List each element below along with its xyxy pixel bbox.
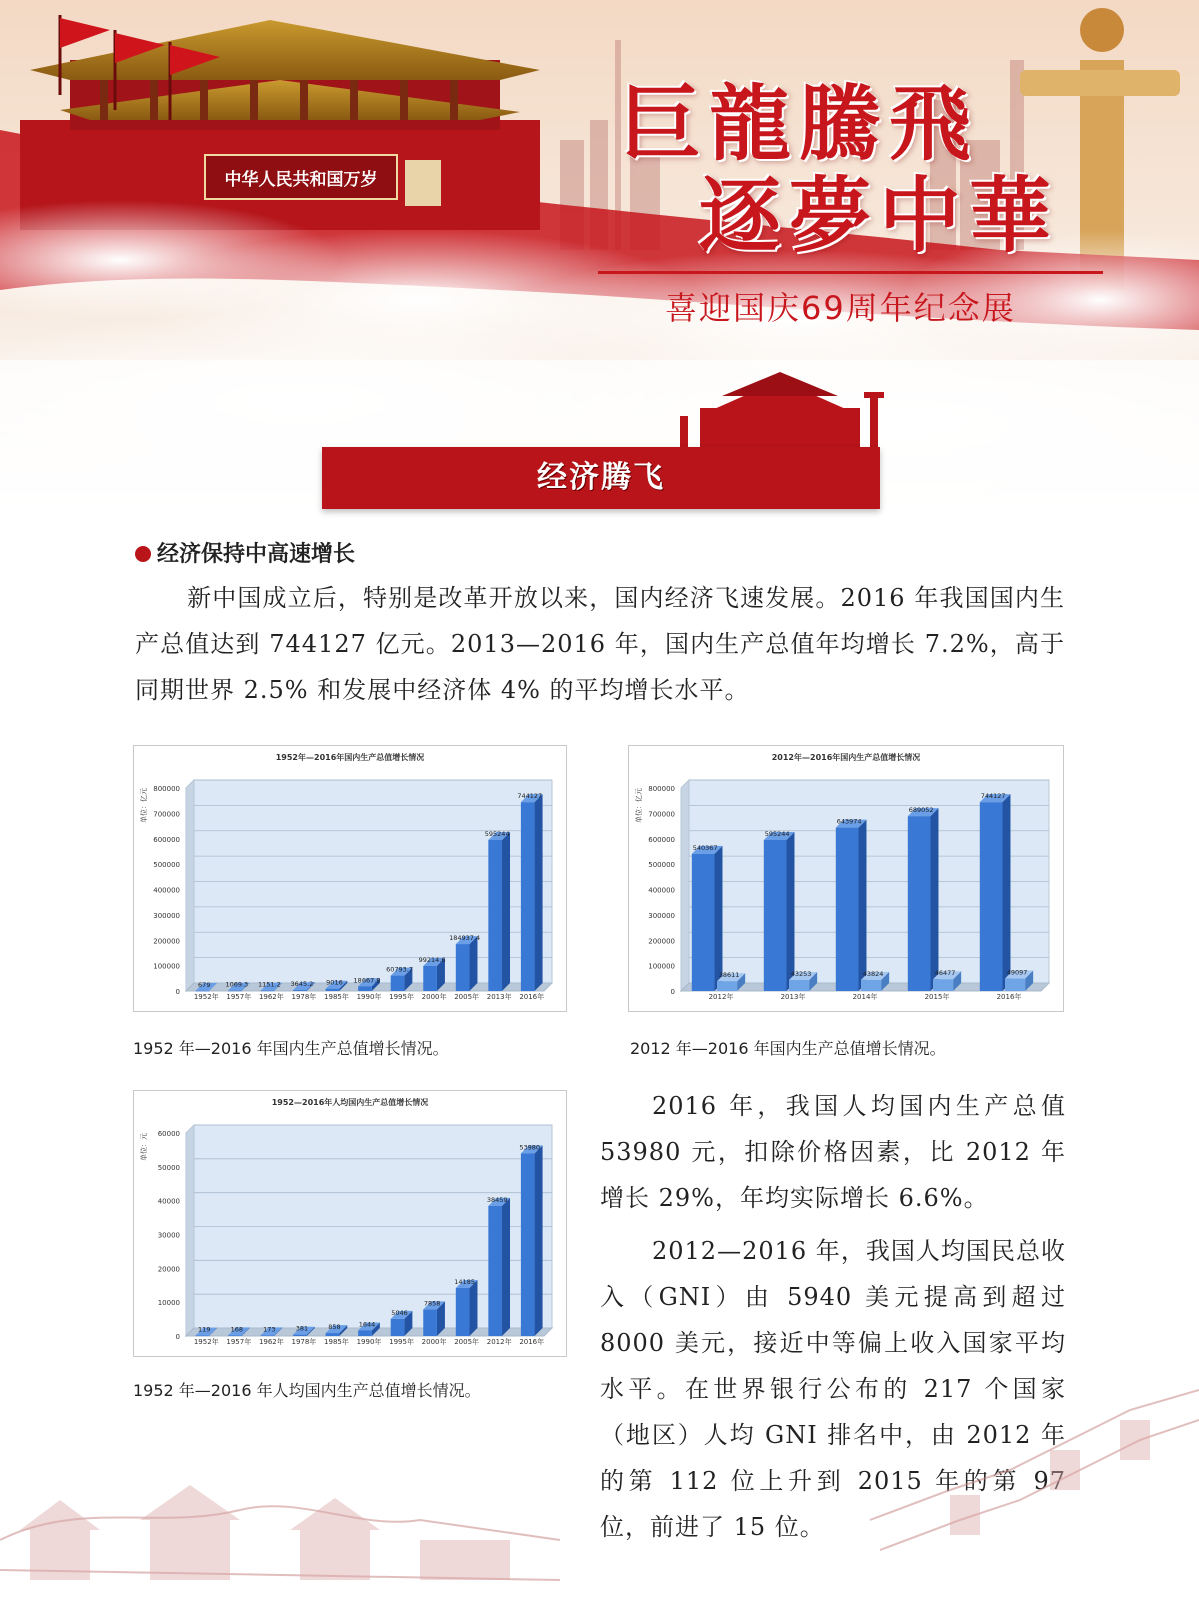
data-label: 119: [198, 1325, 211, 1334]
x-tick-label: 1978年: [291, 993, 317, 1001]
paragraph-1-text: 新中国成立后，特别是改革开放以来，国内经济飞速发展。2016 年我国国内生产总值达到 744127 亿元。2013—2016 年，国内生产总值年均增长 7.2%，高于同期世界 2.5% 和发展中经济体 4% 的平均增长水平。: [135, 584, 1065, 704]
bar-front: [488, 1206, 502, 1336]
x-tick-label: 1978年: [291, 1338, 317, 1346]
y-tick-label: 400000: [648, 886, 675, 895]
bar: [456, 1280, 478, 1336]
bar-front: [391, 976, 405, 991]
x-tick-label: 1990年: [356, 993, 382, 1001]
bar-front: [261, 1335, 275, 1336]
data-label: 14185: [454, 1278, 475, 1287]
data-label: 43253: [790, 970, 812, 979]
bar-side: [858, 820, 866, 991]
bar-front: [228, 991, 242, 992]
x-tick-label: 1995年: [389, 1338, 414, 1346]
bar-front: [692, 854, 715, 991]
bar-front: [764, 840, 787, 991]
y-tick-label: 0: [175, 988, 180, 996]
data-label: 1069.3: [225, 980, 249, 989]
data-label: 38611: [718, 971, 740, 980]
data-label: 643974: [836, 817, 862, 826]
y-tick-label: 10000: [157, 1299, 180, 1308]
data-label: 595244: [484, 829, 510, 838]
data-label: 679: [198, 980, 211, 989]
y-tick-label: 500000: [648, 861, 675, 870]
y-tick-label: 200000: [648, 937, 675, 946]
x-tick-label: 1990年: [356, 1338, 382, 1346]
section-header: [322, 447, 880, 509]
data-label: 744127: [517, 792, 543, 801]
data-label: 858: [328, 1323, 341, 1332]
x-tick-label: 1952年: [193, 993, 219, 1001]
plot-side-wall: [681, 780, 689, 991]
x-tick-label: 2005年: [454, 993, 480, 1001]
gdp-per-capita-chart: [133, 1090, 567, 1357]
y-tick-label: 50000: [157, 1163, 180, 1172]
paragraph-3-text: 2012—2016 年，我国人均国民总收入（GNI）由 5940 美元提高到超过 8000 美元，接近中等偏上收入国家平均水平。在世界银行公布的 217 个国家（地区）人均 GNI 排名中，由 2012 年的第 112 位上升到 2015 年的第 97 位，前进了 15 位。: [600, 1237, 1066, 1541]
y-tick-label: 300000: [153, 911, 180, 920]
header-banner: [0, 0, 1199, 520]
bar-front: [861, 980, 881, 991]
data-label: 43824: [862, 969, 884, 978]
gate-banner-text: 中华人民共和国万岁: [224, 170, 378, 190]
great-wall-illustration: [0, 1380, 1199, 1600]
y-tick-label: 60000: [157, 1130, 180, 1138]
y-tick-label: 40000: [157, 1197, 180, 1206]
y-tick-label: 300000: [648, 911, 675, 920]
bar-front: [293, 990, 307, 991]
chart-svg: [629, 746, 1063, 1011]
bar-side: [502, 832, 510, 991]
bar: [486, 1195, 510, 1336]
bar-side: [469, 936, 477, 991]
chart-title: 1952—2016年人均国内生产总值增长情况: [271, 1098, 429, 1107]
gdp-chart-2012-2016: [628, 745, 1064, 1012]
x-tick-label: 2016年: [996, 993, 1022, 1001]
bar-front: [293, 1335, 307, 1336]
y-tick-label: 700000: [153, 810, 180, 819]
bullet-icon: [135, 546, 151, 562]
bar-side: [786, 832, 794, 991]
bar-front: [358, 1330, 372, 1336]
x-tick-label: 2013年: [780, 993, 806, 1001]
data-label: 3645.2: [290, 980, 314, 989]
bar-side: [502, 1198, 510, 1336]
bar-gdp: [980, 794, 1011, 991]
data-label: 99214.6: [418, 955, 446, 964]
x-tick-label: 2000年: [421, 993, 447, 1001]
bar: [456, 936, 478, 991]
paragraph-1: [135, 575, 1065, 713]
y-tick-label: 20000: [157, 1265, 180, 1274]
chart-svg: [134, 1091, 566, 1356]
x-tick-label: 2005年: [454, 1338, 480, 1346]
bar-front: [261, 991, 275, 992]
data-label: 7858: [423, 1299, 441, 1308]
data-label: 168: [230, 1325, 244, 1334]
x-tick-label: 1962年: [258, 993, 284, 1001]
chart-svg: [134, 746, 566, 1011]
y-tick-label: 700000: [648, 810, 675, 819]
bar-side: [714, 846, 722, 991]
bar-gdp: [836, 817, 867, 991]
y-axis-label: 单位：亿元: [635, 788, 643, 823]
x-tick-label: 2012年: [708, 993, 734, 1001]
bar-front: [717, 981, 737, 991]
y-tick-label: 800000: [153, 785, 180, 793]
bar-front: [358, 986, 372, 991]
y-axis-label: 单位：元: [140, 1133, 148, 1161]
bar-front: [488, 840, 502, 991]
bar-front: [456, 1288, 470, 1336]
x-tick-label: 1957年: [226, 1338, 252, 1346]
bar-side: [469, 1280, 477, 1336]
bar-side: [535, 794, 543, 991]
data-label: 5046: [391, 1308, 408, 1317]
y-tick-label: 200000: [153, 937, 180, 946]
bar-front: [456, 944, 470, 991]
y-tick-label: 30000: [157, 1231, 180, 1240]
y-axis-label: 单位：亿元: [140, 788, 148, 823]
y-tick-label: 100000: [648, 962, 675, 971]
data-label: 38459: [486, 1195, 508, 1204]
bar-front: [423, 1309, 437, 1336]
y-tick-label: 100000: [153, 962, 180, 971]
x-tick-label: 1957年: [226, 993, 252, 1001]
bar-front: [836, 828, 859, 991]
bar: [488, 832, 510, 991]
bar-front: [195, 991, 209, 992]
data-label: 53980: [519, 1143, 541, 1152]
bar: [521, 794, 543, 991]
bar-front: [908, 816, 931, 991]
data-label: 689052: [908, 806, 934, 815]
subtitle: 喜迎国庆69周年纪念展: [665, 289, 1016, 327]
x-tick-label: 2000年: [421, 1338, 447, 1346]
y-tick-label: 800000: [648, 785, 675, 793]
data-label: 1151.2: [257, 980, 281, 989]
data-label: 744127: [980, 792, 1006, 801]
bar-side: [535, 1145, 543, 1336]
y-tick-label: 0: [670, 988, 675, 996]
bar-front: [228, 1335, 242, 1336]
x-tick-label: 2015年: [924, 993, 950, 1001]
data-label: 173: [263, 1325, 276, 1334]
x-tick-label: 1952年: [193, 1338, 219, 1346]
gdp-chart-1952-2016: [133, 745, 567, 1012]
chart-title: 2012年—2016年国内生产总值增长情况: [771, 753, 921, 762]
main-title: [619, 78, 1059, 262]
bar-front: [933, 979, 953, 991]
plot-side-wall: [186, 1125, 194, 1336]
bar-gdp: [908, 808, 939, 991]
bar-side: [1002, 794, 1010, 991]
y-tick-label: 600000: [648, 835, 675, 844]
bar-front: [326, 1333, 340, 1336]
data-label: 46477: [934, 969, 956, 978]
paragraph-2-text: 2016 年，我国人均国内生产总值 53980 元，扣除价格因素，比 2012 年增长 29%，年均实际增长 6.6%。: [600, 1092, 1066, 1212]
data-label: 49097: [1006, 968, 1028, 977]
bar-front: [789, 980, 809, 991]
bar: [521, 1145, 543, 1336]
x-tick-label: 1985年: [324, 1338, 349, 1346]
x-tick-label: 2016年: [519, 1338, 545, 1346]
data-label: 595244: [764, 829, 790, 838]
data-label: 381: [295, 1324, 309, 1333]
chart3-caption: 1952 年—2016 年人均国内生产总值增长情况。: [133, 1381, 481, 1400]
x-tick-label: 2016年: [519, 993, 545, 1001]
data-label: 540367: [692, 843, 718, 852]
main-title-line2: 逐夢中華: [698, 168, 1059, 264]
bar-front: [326, 989, 340, 991]
chart-title: 1952年—2016年国内生产总值增长情况: [275, 753, 425, 762]
data-label: 1644: [358, 1320, 376, 1329]
article-heading: [135, 537, 355, 568]
bar-gdp: [692, 843, 723, 991]
x-tick-label: 2014年: [852, 993, 878, 1001]
article-heading-text: 经济保持中高速增长: [157, 542, 356, 567]
data-label: 184937.4: [449, 934, 481, 943]
plot-side-wall: [186, 780, 194, 991]
chart2-caption: 2012 年—2016 年国内生产总值增长情况。: [630, 1039, 946, 1058]
data-label: 9016: [326, 978, 343, 987]
title-divider: [598, 271, 1103, 274]
main-title-line1: 巨龍騰飛: [618, 76, 979, 172]
bar-side: [930, 808, 938, 991]
x-tick-label: 1995年: [389, 993, 414, 1001]
paragraph-2: [600, 1083, 1066, 1221]
section-title: 经济腾飞: [537, 460, 665, 495]
bar-gdp: [764, 829, 795, 991]
chart1-caption: 1952 年—2016 年国内生产总值增长情况。: [133, 1039, 449, 1058]
data-label: 18667.8: [353, 976, 381, 985]
y-tick-label: 0: [175, 1333, 180, 1341]
y-tick-label: 400000: [153, 886, 180, 895]
bar-front: [980, 802, 1003, 991]
x-tick-label: 2013年: [486, 993, 512, 1001]
y-tick-label: 600000: [153, 835, 180, 844]
bar-front: [521, 802, 535, 991]
x-tick-label: 2012年: [486, 1338, 512, 1346]
x-tick-label: 1962年: [258, 1338, 284, 1346]
bar-front: [1005, 979, 1025, 991]
bar-front: [423, 966, 437, 991]
bar-front: [521, 1153, 535, 1336]
bar-front: [195, 1336, 209, 1337]
bar-front: [391, 1319, 405, 1336]
y-tick-label: 500000: [153, 861, 180, 870]
x-tick-label: 1985年: [324, 993, 349, 1001]
data-label: 60793.7: [386, 965, 413, 974]
